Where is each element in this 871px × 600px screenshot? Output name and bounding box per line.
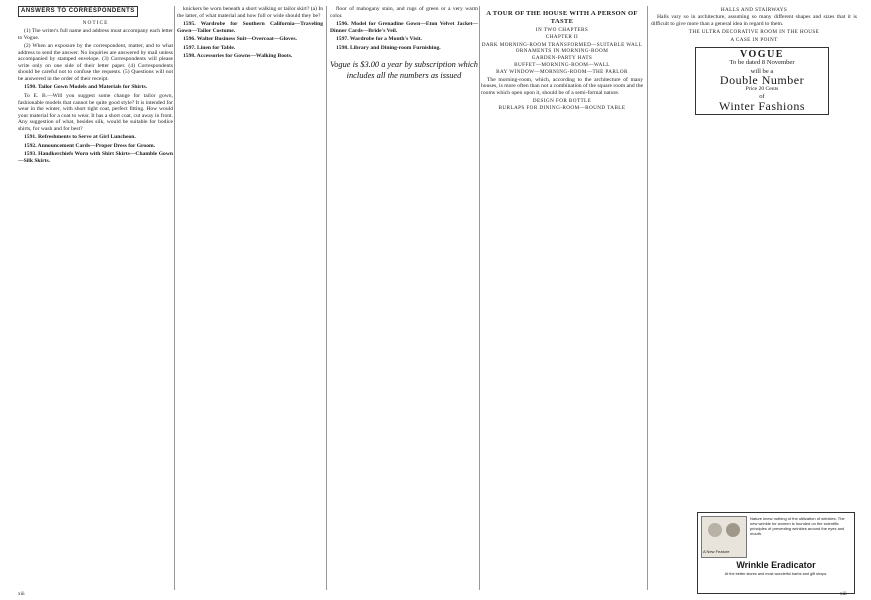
article-body: Halls vary so in architecture, assuming so many different shapes and sizes that it is difficult to give more than a general idea in regard to them.	[651, 14, 857, 27]
column-rule	[326, 6, 327, 590]
vogue-logo-text: VOGUE	[740, 48, 784, 60]
article-title: A TOUR OF THE HOUSE WITH A PERSON OF TASTE	[486, 10, 638, 25]
ad-copy: Nature knew nothing of the utilization of wrinkles. The new wrinkle for women is founded on the scientific principles of preventing wrinkles around the eyes and mouth.	[750, 516, 845, 536]
ad-brand: Wrinkle Eradicator	[736, 560, 816, 570]
wrinkle-eradicator-ad	[697, 512, 855, 594]
double-number-title: Double Number	[719, 73, 805, 88]
question-heading: 1592. Announcement Cards—Proper Dress for Groom.	[24, 142, 156, 149]
body-text: floor of mahogany stain, and rugs of green or a very warm color.	[330, 6, 478, 19]
question-heading: 1598. Accessories for Gowns—Walking Boots.	[183, 53, 293, 60]
price: Price 20 Cents	[745, 85, 779, 92]
page-number-right: xiii	[840, 592, 847, 597]
ad-fineprint: At the better stores and most wonderful barbs and gift shops.	[724, 572, 828, 576]
question-heading: 1596. Model for Grenadine Gown—Eton Velvet Jacket—Dinner Cards—Bride's Veil.	[330, 21, 478, 34]
section-summary: BUFFET—MORNING-ROOM—WALL	[514, 62, 610, 69]
column-2	[177, 6, 323, 590]
question-heading: 1591. Refreshments to Serve at Girl Luncheon.	[24, 134, 136, 141]
column-rule	[174, 6, 175, 590]
question-body: To E. B.—Will you suggest some change for tailor gown, fashionable models that cannot be quite good style? It is intended for wear in the winter, with short tight coat, perfect fitting. How would your material for a coat to wear. It has a short coat, cut away in front. Any suggestion of what, besides silk, would be suitable for bodice shirts, for wash and for best?	[18, 93, 173, 132]
section-heading: THE ULTRA DECORATIVE ROOM IN THE HOUSE	[688, 29, 820, 36]
section-summary: DARK MORNING-ROOM TRANSFORMED—SUITABLE WALL ORNAMENTS IN MORNING-ROOM	[481, 41, 643, 54]
body-text: knickers be worn beneath a short walking or tailor skirt? (a) In the latter, of what material and how full or wide should they be?	[177, 6, 323, 19]
subscription-notice: Vogue is $3.00 a year by subscription which includes all the numbers as issued	[330, 60, 478, 81]
column-rule	[647, 6, 648, 590]
article-subtitle: IN TWO CHAPTERS	[535, 27, 589, 34]
section-summary: GARDEN-PARTY HATS	[531, 55, 593, 61]
chapter-label: CHAPTER II	[545, 34, 579, 41]
column-rule	[479, 6, 480, 590]
column-1	[18, 6, 173, 590]
column-5	[651, 6, 857, 590]
notice-heading: NOTICE	[82, 19, 109, 26]
column-4	[481, 6, 643, 590]
section-summary: BAY WINDOW—MORNING-ROOM—THE PARLOR	[496, 69, 628, 76]
section-heading: HALLS AND STAIRWAYS	[720, 7, 788, 13]
notice-body: (2) When an exposure by the correspondent, matter, and to what address to send the answer. No inquiries are answered by mail unless accompanied by stamped envelope. (3) Correspondents will please write only on one side of their letter paper. (4) Correspondents should be careful not to confuse the requests. (5) Questions will not be answered in the order of their receipt.	[18, 43, 173, 82]
section-heading: BURLAPS FOR DINING-ROOM—ROUND TABLE	[498, 105, 626, 112]
question-heading: 1597. Linen for Table.	[183, 44, 236, 51]
notice-intro: (1) The writer's full name and address must accompany each letter to Vogue.	[18, 28, 173, 41]
masthead: ANSWERS TO CORRESPONDENTS	[18, 6, 138, 17]
question-heading: 1598. Library and Dining-room Furnishing.	[336, 44, 441, 51]
section-heading: DESIGN FOR BOTTLE	[532, 98, 592, 105]
announcement-line: of	[759, 93, 765, 101]
column-3	[330, 6, 478, 590]
double-number-announcement	[695, 47, 829, 115]
page-number-left: xiii	[18, 592, 25, 597]
question-heading: 1590. Tailor Gown Models and Materials for Shirts.	[24, 84, 148, 91]
winter-fashions-title: Winter Fashions	[718, 98, 805, 113]
article-body: The morning-room, which, according to the architecture of many houses, is more often than not a combination of the square room and the rooms which open upon it, should be of a semi-formal nature.	[481, 76, 643, 96]
question-heading: 1593. Handkerchiefs Worn with Shirt Skirts—Chamble Gown—Silk Skirts.	[18, 151, 173, 164]
ad-caption: A New Feature	[703, 549, 730, 554]
section-heading: A CASE IN POINT	[730, 36, 778, 43]
question-heading: 1595. Wardrobe for Southern California—Traveling Gown—Tailor Costume.	[177, 21, 323, 34]
announcement-line: will be a	[750, 67, 774, 75]
issue-date: To be dated 8 November	[729, 59, 795, 67]
question-heading: 1597. Wardrobe for a Month's Visit.	[336, 36, 422, 43]
question-heading: 1596. Walter Business Suit—Overcoat—Gloves.	[183, 36, 297, 43]
